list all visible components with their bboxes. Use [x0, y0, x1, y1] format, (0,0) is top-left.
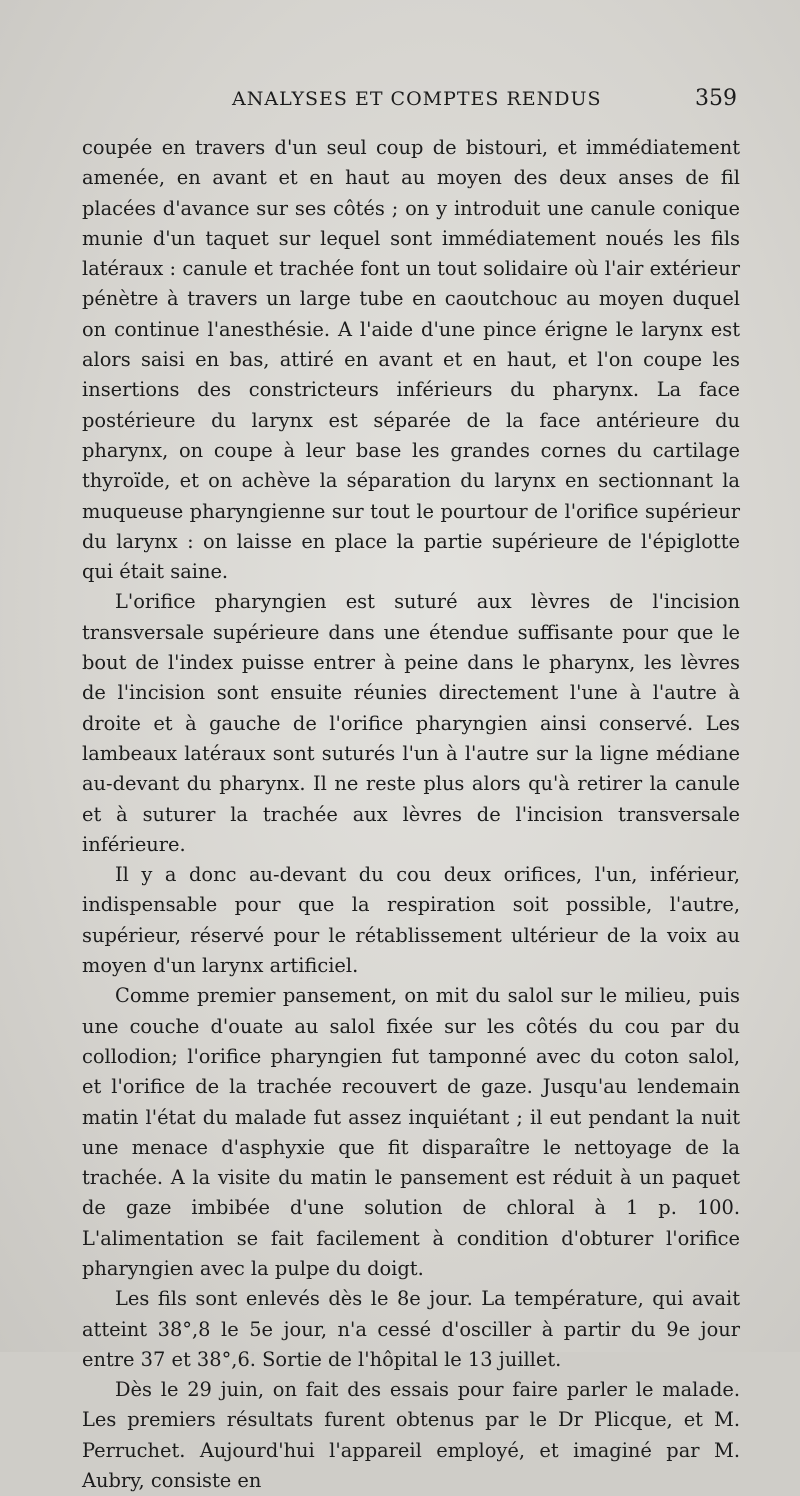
paragraph: coupée en travers d'un seul coup de bistouri, et immédiatement amenée, en avant et en haut au moyen des deux anses de fil placées d'avance sur ses côtés ; on y introduit une canule conique munie d'un taquet sur lequel sont immédiatement noués les fils latéraux : canule et trachée font un tout solidaire où l'air extérieur pénètre à travers un large tube en caoutchouc au moyen duquel on continue l'anesthésie. A l'aide d'une pince érigne le larynx est alors saisi en bas, attiré en avant et en haut, et l'on coupe les insertions des constricteurs inférieurs du pharynx. La face postérieure du larynx est séparée de la face antérieure du pharynx, on coupe à leur base les grandes cornes du cartilage thyroïde, et on achève la séparation du larynx en sectionnant la muqueuse pharyngienne sur tout le pourtour de l'orifice supérieur du larynx : on laisse en place la partie supérieure de l'épiglotte qui était saine.	[82, 136, 740, 584]
paragraph: Les fils sont enlevés dès le 8e jour. La température, qui avait atteint 38°,8 le 5e jour, n'a cessé d'osciller à partir du 9e jour entre 37 et 38°,6. Sortie de l'hôpital le 13 juillet.	[82, 1287, 740, 1371]
paragraph: Dès le 29 juin, on fait des essais pour faire parler le malade. Les premiers résultats furent obtenus par le Dr Plicque, et M. Perruchet. Aujourd'hui l'appareil employé, et imaginé par M. Aubry, consiste en	[82, 1378, 740, 1493]
running-title: ANALYSES ET COMPTES RENDUS	[232, 88, 602, 110]
page-header	[82, 88, 737, 120]
paragraph: L'orifice pharyngien est suturé aux lèvres de l'incision transversale supérieure dans une étendue suffisante pour que le bout de l'index puisse entrer à peine dans le pharynx, les lèvres de l'incision sont ensuite réunies directement l'une à l'autre à droite et à gauche de l'orifice pharyngien ainsi conservé. Les lambeaux latéraux sont suturés l'un à l'autre sur la ligne médiane au-devant du pharynx. Il ne reste plus alors qu'à retirer la canule et à suturer la trachée aux lèvres de l'incision transversale inférieure.	[82, 590, 740, 856]
page-number: 359	[695, 86, 737, 111]
paragraph: Comme premier pansement, on mit du salol sur le milieu, puis une couche d'ouate au salol fixée sur les côtés du cou par du collodion; l'orifice pharyngien fut tamponné avec du coton salol, et l'orifice de la trachée recouvert de gaze. Jusqu'au lendemain matin l'état du malade fut assez inquiétant ; il eut pendant la nuit une menace d'asphyxie que fit disparaître le nettoyage de la trachée. A la visite du matin le pansement est réduit à un paquet de gaze imbibée d'une solution de chloral à 1 p. 100. L'alimentation se fait facilement à condition d'obturer l'orifice pharyngien avec la pulpe du doigt.	[82, 984, 740, 1280]
paragraph: Il y a donc au-devant du cou deux orifices, l'un, inférieur, indispensable pour que la respiration soit possible, l'autre, supérieur, réservé pour le rétablissement ultérieur de la voix au moyen d'un larynx artificiel.	[82, 863, 740, 978]
body-text	[82, 133, 740, 1496]
